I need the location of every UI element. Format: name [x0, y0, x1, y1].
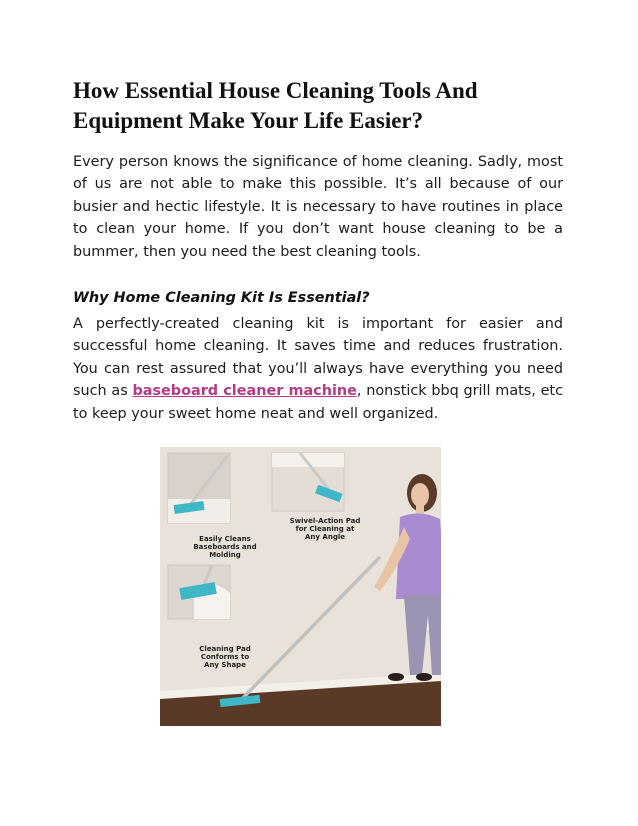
inset-pad: [168, 565, 230, 619]
body-paragraph: [73, 313, 563, 425]
baseboard-cleaner-link[interactable]: baseboard cleaner machine: [132, 383, 357, 400]
body-text-before-link: A perfectly-created cleaning kit is important for easier and successful home cleaning. It saves time and reduces frustration. You can rest assured that you’ll always have everything you need such as: [73, 316, 563, 400]
caption-swivel: Swivel-Action Pad for Cleaning at Any Angle: [289, 517, 361, 541]
intro-paragraph: Every person knows the significance of home cleaning. Sadly, most of us are not able to make this possible. It’s all because of our busier and hectic lifestyle. It is necessary to have routines in place to clean your home. If you don’t want house cleaning to be a bummer, then you need the best cleaning tools.: [73, 154, 563, 260]
product-photo: [160, 447, 441, 726]
caption-baseboards: Easily Cleans Baseboards and Molding: [193, 535, 257, 559]
article-title: How Essential House Cleaning Tools And Equipment Make Your Life Easier?: [73, 78, 478, 133]
inset-swivel: [272, 453, 344, 511]
inset-baseboards: [168, 453, 230, 523]
caption-pad: Cleaning Pad Conforms to Any Shape: [199, 645, 251, 669]
section-heading: Why Home Cleaning Kit Is Essential?: [73, 290, 370, 306]
product-illustration: [160, 447, 441, 726]
body-text-after-link: , nonstick bbq grill mats, etc to keep your sweet home neat and well organized.: [73, 383, 563, 422]
